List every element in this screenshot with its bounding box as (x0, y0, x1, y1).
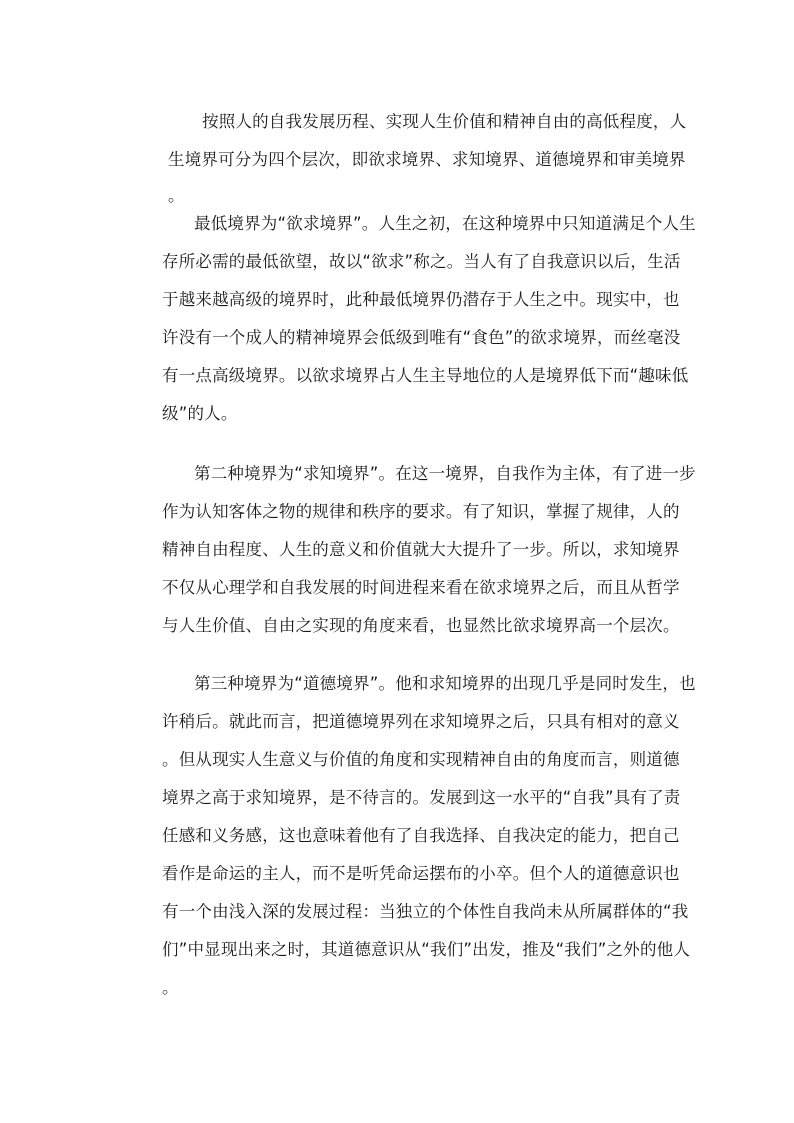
text-line: 级”的人。 (162, 404, 238, 423)
text-line: 与人生价值、自由之实现的角度来看，也显然比欲求境界高一个层次。 (162, 616, 680, 635)
text-line: 第三种境界为“道德境界”。他和求知境界的出现几乎是同时发生，也 (194, 674, 696, 693)
text-line: 作为认知客体之物的规律和秩序的要求。有了知识，掌握了规律，人的 (162, 502, 680, 521)
text-line: 精神自由程度、人生的意义和价值就大大提升了一步。所以，求知境界 (162, 540, 680, 559)
text-line: 境界之高于求知境界，是不待言的。发展到这一水平的“自我”具有了责 (162, 788, 681, 807)
text-line: 许没有一个成人的精神境界会低级到唯有“食色”的欲求境界，而丝毫没 (162, 328, 681, 347)
text-line: 最低境界为“欲求境界”。人生之初，在这种境界中只知道满足个人生 (194, 214, 696, 233)
text-line: 生境界可分为四个层次，即欲求境界、求知境界、道德境界和审美境界 (168, 150, 686, 169)
text-line: 有一点高级境界。以欲求境界占人生主导地位的人是境界低下而“趣味低 (162, 366, 689, 385)
text-line: 存所必需的最低欲望，故以“欲求”称之。当人有了自我意识以后，生活 (162, 252, 681, 271)
text-line: 第二种境界为“求知境界”。在这一境界，自我作为主体，有了进一步 (194, 464, 696, 483)
text-line: 于越来越高级的境界时，此种最低境界仍潜存于人生之中。现实中，也 (162, 290, 680, 309)
text-line: 们”中显现出来之时，其道德意识从“我们”出发，推及“我们”之外的他人 (162, 940, 691, 959)
text-line: 不仅从心理学和自我发展的时间进程来看在欲求境界之后，而且从哲学 (162, 578, 680, 597)
text-line: 有一个由浅入深的发展过程：当独立的个体性自我尚未从所属群体的“我 (162, 902, 689, 921)
text-line: 。 (162, 978, 179, 997)
text-line: 。 (168, 186, 185, 205)
text-line: 许稍后。就此而言，把道德境界列在求知境界之后，只具有相对的意义 (162, 712, 680, 731)
text-line: 任感和义务感，这也意味着他有了自我选择、自我决定的能力，把自己 (162, 826, 680, 845)
text-line: 。但从现实人生意义与价值的角度和实现精神自由的角度而言，则道德 (162, 750, 680, 769)
text-line: 按照人的自我发展历程、实现人生价值和精神自由的高低程度，人 (202, 112, 687, 131)
text-line: 看作是命运的主人，而不是听凭命运摆布的小卒。但个人的道德意识也 (162, 864, 680, 883)
